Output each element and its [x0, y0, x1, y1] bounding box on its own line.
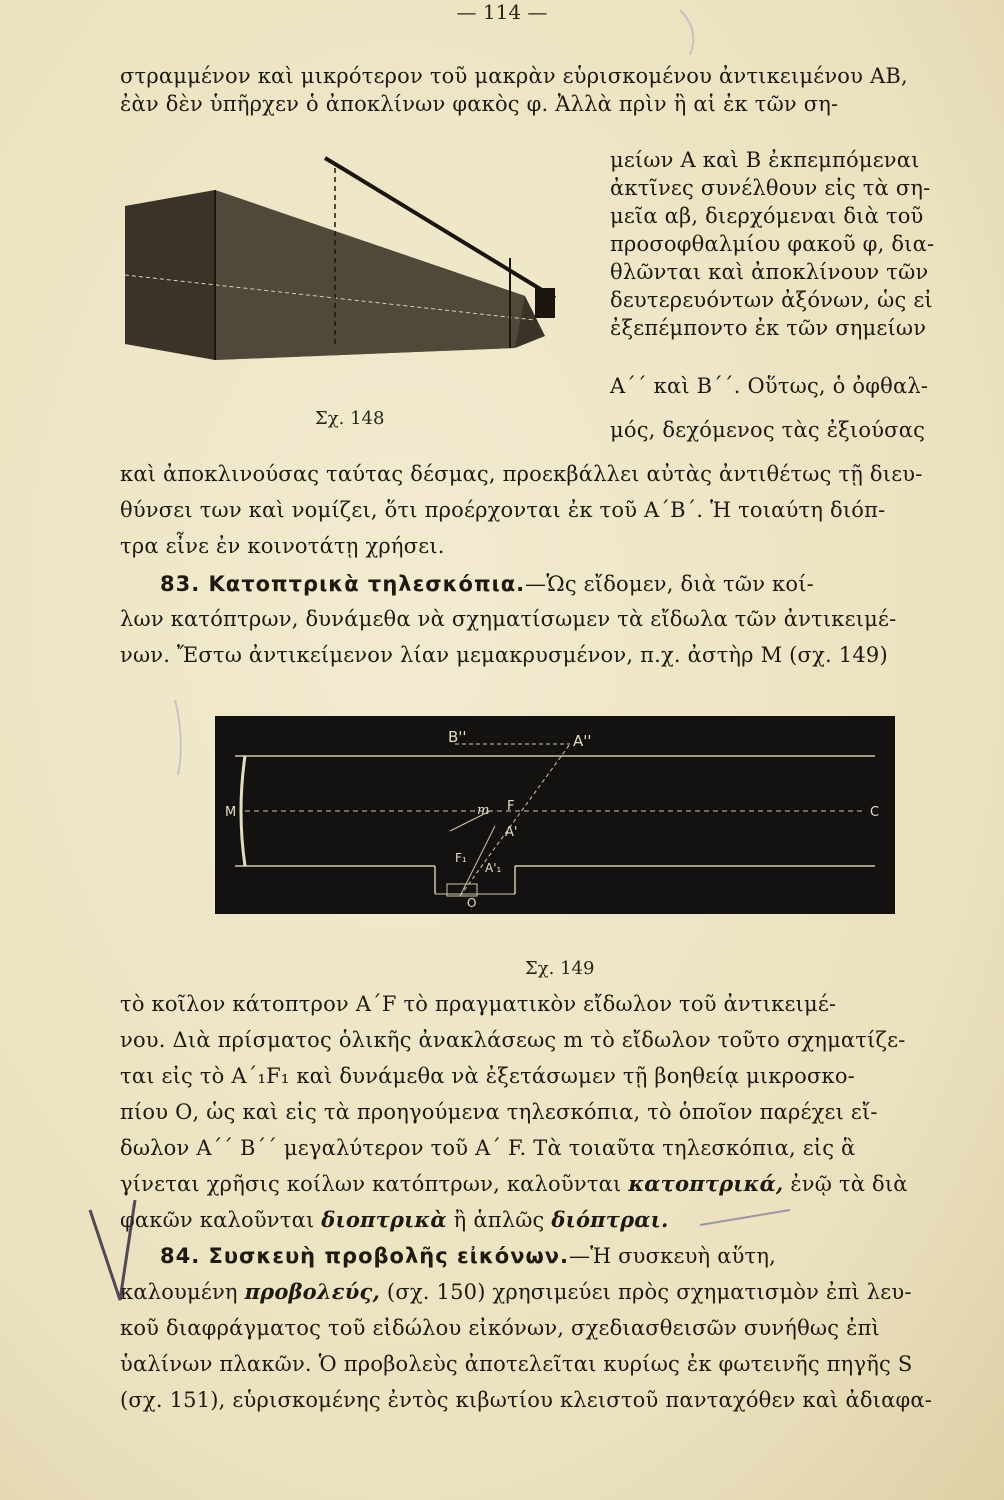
text-line: πίου Ο, ὡς καὶ εἰς τὰ προηγούμενα τηλεσκόπια, τὸ ὁποῖον παρέχει εἴ- — [120, 1100, 878, 1124]
text-line: κοῦ διαφράγματος τοῦ εἰδώλου εἰκόνων, σχεδιασθεισῶν συνήθως ἐπὶ — [120, 1316, 880, 1340]
text-line: δωλον Α΄΄ Β΄΄ μεγαλύτερον τοῦ Α΄ F. Τὰ τοιαῦτα τηλεσκόπια, εἰς ἃ — [120, 1136, 856, 1160]
text-line: νων. Ἔστω ἀντικείμενον λίαν μεμακρυσμένον, π.χ. ἀστὴρ Μ (σχ. 149) — [120, 643, 888, 667]
text-line: ἐὰν δὲν ὑπῆρχεν ὁ ἀποκλίνων φακὸς φ. Ἀλλὰ πρὶν ἢ αἱ ἐκ τῶν ση- — [120, 92, 839, 116]
text-line: νου. Διὰ πρίσματος ὁλικῆς ἀνακλάσεως m τὸ εἴδωλον τοῦτο σχηματίζε- — [120, 1028, 906, 1052]
text-line: ται εἰς τὸ Α΄₁F₁ καὶ δυνάμεθα νὰ ἐξετάσωμεν τῇ βοηθείᾳ μικροσκο- — [120, 1064, 855, 1088]
label-b2: B'' — [448, 728, 467, 746]
label-c: C — [870, 805, 880, 820]
label-o: O — [467, 896, 477, 910]
term-dioptrika: διοπτρικὰ — [321, 1207, 447, 1232]
term-dioptrai: διόπτραι. — [551, 1207, 669, 1232]
text-line: Α΄΄ καὶ Β΄΄. Οὕτως, ὁ ὀφθαλ- — [610, 374, 929, 398]
label-m-prism: m — [477, 803, 490, 818]
label-a2: A'' — [573, 732, 592, 750]
text-line: καλουμένη προβολεύς, (σχ. 150) χρησιμεύει πρὸς σχηματισμὸν ἐπὶ λευ- — [120, 1279, 912, 1304]
text-line: προσοφθαλμίου φακοῦ φ, δια- — [610, 232, 935, 256]
label-a1: A' — [505, 825, 518, 840]
text-line: τρα εἶνε ἐν κοινοτάτῃ χρήσει. — [120, 534, 445, 558]
section-84-text: —Ἡ συσκευὴ αὕτη, — [569, 1244, 777, 1268]
label-f: F — [507, 799, 515, 814]
section-84-heading: 84. Συσκευὴ προβολῆς εἰκόνων. — [160, 1244, 570, 1268]
text-line: ἀκτῖνες συνέλθουν εἰς τὰ ση- — [610, 176, 931, 200]
text-line: μείων Α καὶ Β ἐκπεμπόμεναι — [610, 148, 920, 172]
page-number: — 114 — — [456, 0, 548, 24]
text-line: ἐξεπέμποντο ἐκ τῶν σημείων — [610, 316, 927, 340]
text-line: (σχ. 151), εὑρισκομένης ἐντὸς κιβωτίου κλειστοῦ πανταχόθεν καὶ ἀδιαφα- — [120, 1388, 933, 1412]
text-line: καὶ ἀποκλινούσας ταύτας δέσμας, προεκβάλλει αὐτὰς ἀντιθέτως τῇ διευ- — [120, 462, 923, 486]
text-line: φακῶν καλοῦνται διοπτρικὰ ἢ ἁπλῶς διόπτραι. — [120, 1207, 669, 1232]
text-line: τὸ κοῖλον κάτοπτρον Α΄F τὸ πραγματικὸν εἴδωλον τοῦ ἀντικειμέ- — [120, 992, 837, 1016]
text-line: λων κατόπτρων, δυνάμεθα νὰ σχηματίσωμεν τὰ εἴδωλα τῶν ἀντικειμέ- — [120, 607, 897, 631]
label-a1b: A'₁ — [485, 861, 502, 875]
figure-148-caption: Σχ. 148 — [315, 408, 385, 429]
section-83-text: —Ὡς εἴδομεν, διὰ τῶν κοί- — [525, 572, 814, 596]
section-83-heading: 83. Κατοπτρικὰ τηλεσκόπια. — [160, 572, 526, 596]
text-line: δευτερευόντων ἀξόνων, ὡς εἰ — [610, 288, 933, 312]
term-katoptrika: κατοπτρικά, — [628, 1171, 784, 1196]
text-line: μός, δεχόμενος τὰς ἐξιούσας — [610, 418, 926, 442]
text-line: γίνεται χρῆσις κοίλων κατόπτρων, καλοῦνται κατοπτρικά, ἐνῷ τὰ διὰ — [120, 1171, 908, 1196]
text-line: ὑαλίνων πλακῶν. Ὁ προβολεὺς ἀποτελεῖται κυρίως ἐκ φωτεινῆς πηγῆς S — [120, 1352, 913, 1376]
text-line: θύνσει των καὶ νομίζει, ὅτι προέρχονται ἐκ τοῦ Α΄Β΄. Ἡ τοιαύτη διόπ- — [120, 498, 886, 522]
figure-149-caption: Σχ. 149 — [525, 958, 595, 979]
term-provoleus: προβολεύς, — [244, 1279, 381, 1304]
text-line: στραμμένον καὶ μικρότερον τοῦ μακρὰν εὑρισκομένου ἀντικειμένου ΑΒ, — [120, 64, 908, 88]
label-m-mirror: M — [225, 805, 237, 820]
text-line: μεῖα αβ, διερχόμεναι διὰ τοῦ — [610, 204, 924, 228]
label-f1: F₁ — [455, 851, 467, 865]
text-line: θλῶνται καὶ ἀποκλίνουν τῶν — [610, 260, 929, 284]
